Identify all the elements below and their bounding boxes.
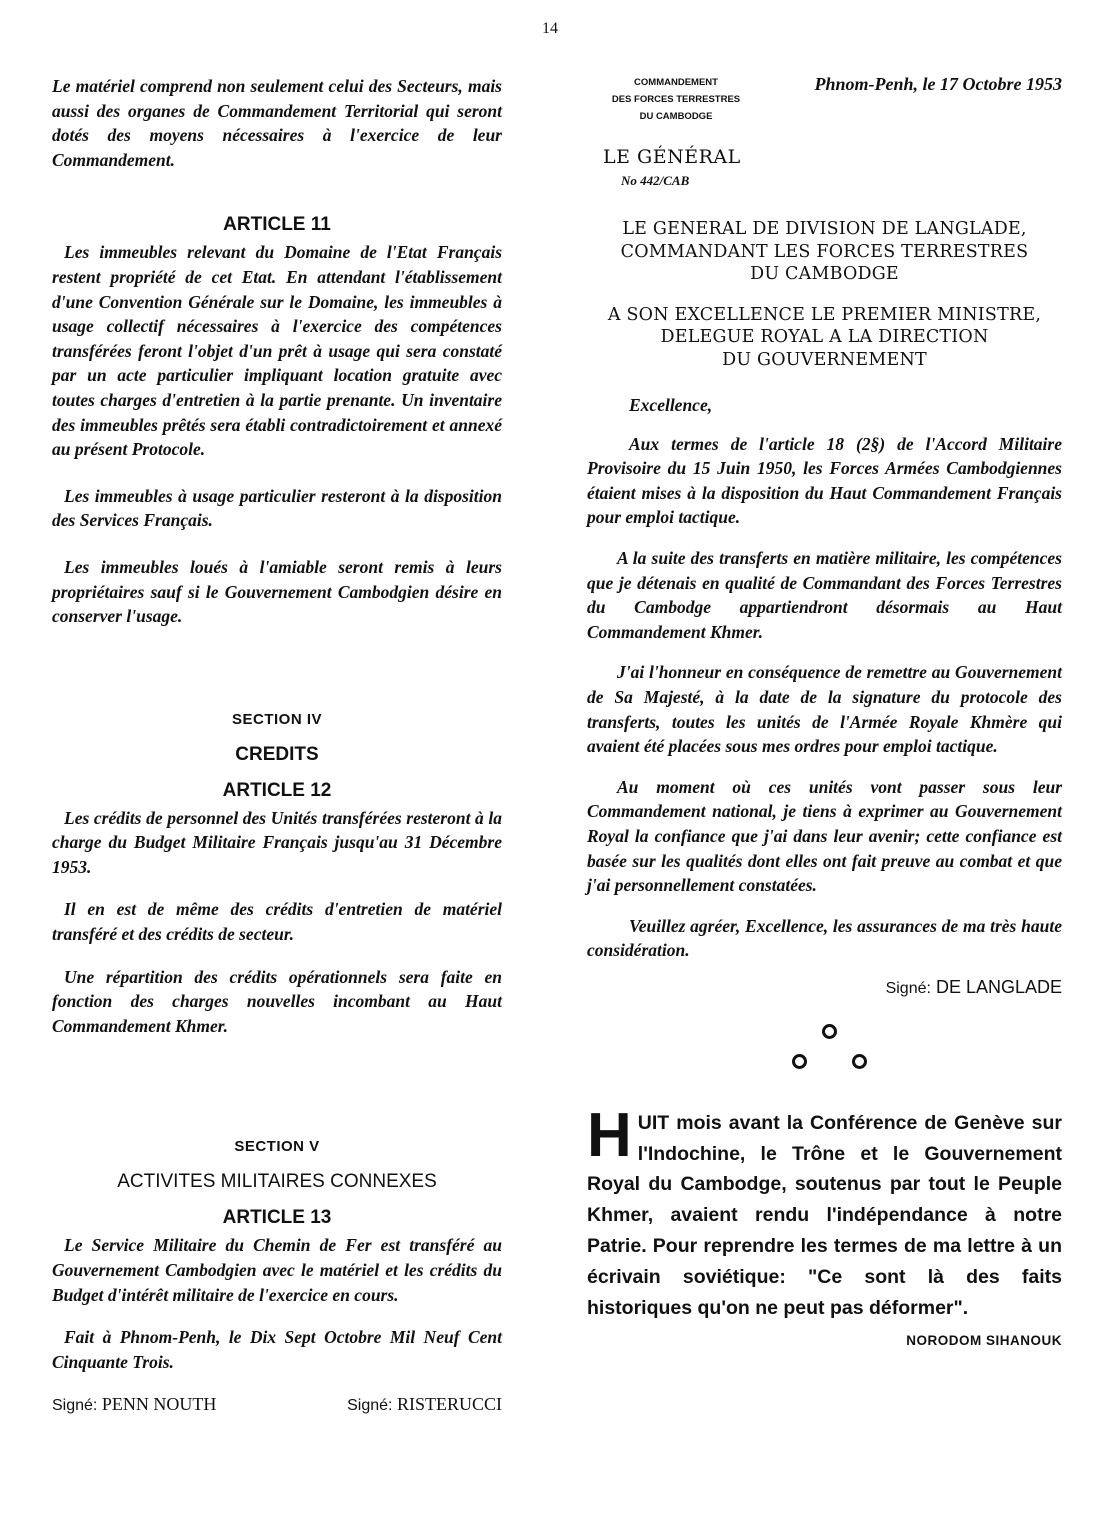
signature-name: DE LANGLADE bbox=[935, 976, 1062, 997]
signature-name: PENN NOUTH bbox=[101, 1394, 217, 1415]
article-11-paragraph-2: Les immeubles à usage particulier resteront à la disposition des Services Français. bbox=[52, 485, 502, 531]
sender-line: LE GENERAL DE DIVISION DE LANGLADE, bbox=[622, 219, 1027, 239]
left-column bbox=[52, 74, 502, 1415]
page-number: 14 bbox=[542, 20, 558, 37]
ornament-circles bbox=[587, 1024, 1062, 1082]
letterhead bbox=[587, 74, 1062, 194]
section-5-heading: SECTION V bbox=[234, 1138, 320, 1156]
drop-cap: H bbox=[587, 1100, 632, 1170]
salutation: Excellence, bbox=[629, 395, 713, 415]
letter-paragraph-5: Veuillez agréer, Excellence, les assurances de ma très haute considération. bbox=[587, 915, 1062, 961]
signature-label: Signé: bbox=[885, 979, 931, 997]
closing-statement bbox=[587, 1100, 1062, 1324]
signature-label: Signé: bbox=[347, 1397, 393, 1415]
article-11-paragraph-1: Les immeubles relevant du Domaine de l'Etat Français restent propriété de cet Etat. En attendant l'établissement d'une Convention Générale sur le Domaine, les immeubles à usage collectif nécessaires à l'exercice des compétences transférées feront l'objet d'un prêt à usage qui sera constaté par un acte particulier impliquant location gratuite avec toutes charges d'entretien à la partie prenante. Un inventaire des immeubles prêtés sera établi contradictoirement et annexé au présent Protocole. bbox=[52, 242, 502, 460]
closing-author: NORODOM SIHANOUK bbox=[906, 1333, 1062, 1349]
recipient-line: A SON EXCELLENCE LE PREMIER MINISTRE, bbox=[607, 304, 1042, 325]
article-12-heading: ARTICLE 12 bbox=[222, 779, 332, 801]
place-date: Phnom-Penh, le 17 Octobre 1953 bbox=[814, 74, 1062, 94]
org-line: DES FORCES TERRESTRES bbox=[611, 94, 741, 105]
paragraph-materiel: Le matériel comprend non seulement celui des Secteurs, mais aussi des organes de Commandement Territorial qui seront dotés des moyens nécessaires à l'exercice de leur Commandement. bbox=[52, 76, 502, 170]
letter-paragraph-3: J'ai l'honneur en conséquence de remettre au Gouvernement de Sa Majesté, à la date de la signature du protocole des transferts, toutes les unités de l'Armée Royale Khmère qui avaient été placées sous mes ordres pour emploi tactique. bbox=[587, 662, 1062, 757]
letterhead-general: LE GÉNÉRAL bbox=[603, 146, 741, 168]
signature-label: Signé: bbox=[52, 1397, 98, 1415]
recipient-line: DELEGUE ROYAL A LA DIRECTION bbox=[660, 327, 989, 347]
reference-number: No 442/CAB bbox=[621, 173, 690, 188]
recipient-block bbox=[587, 304, 1062, 372]
org-line: DU CAMBODGE bbox=[639, 111, 713, 122]
sender-line: DU CAMBODGE bbox=[750, 264, 899, 284]
letterhead-organization bbox=[601, 74, 751, 125]
circle-icon bbox=[852, 1054, 867, 1069]
circle-icon bbox=[792, 1054, 807, 1069]
sender-block bbox=[587, 218, 1062, 286]
org-line: COMMANDEMENT bbox=[634, 77, 718, 88]
article-12-paragraph-2: Il en est de même des crédits d'entretien de matériel transféré et des crédits de secteur. bbox=[52, 899, 502, 945]
sender-line: COMMANDANT LES FORCES TERRESTRES bbox=[620, 241, 1029, 262]
letter-paragraph-4: Au moment où ces unités vont passer sous leur Commandement national, je tiens à exprimer au Gouvernement Royal la confiance que j'ai dans leur avenir; cette confiance est basée sur les qualités dont elles ont fait preuve au combat et que j'ai personnellement constatées. bbox=[587, 776, 1062, 896]
signature-risterucci bbox=[347, 1394, 502, 1415]
letter-signature bbox=[587, 977, 1062, 998]
signatures-row bbox=[52, 1394, 502, 1415]
article-12-paragraph-3: Une répartition des crédits opérationnels sera faite en fonction des charges nouvelles incombant au Haut Commandement Khmer. bbox=[52, 966, 502, 1036]
letter-paragraph-2: A la suite des transferts en matière militaire, les compétences que je détenais en qualité de Commandant des Forces Terrestres du Cambodge appartiendront désormais au Haut Commandement Khmer. bbox=[587, 547, 1062, 642]
section-5-title: ACTIVITES MILITAIRES CONNEXES bbox=[117, 1171, 437, 1193]
article-13-heading: ARTICLE 13 bbox=[222, 1207, 332, 1229]
article-11-paragraph-3: Les immeubles loués à l'amiable seront remis à leurs propriétaires sauf si le Gouvernement Cambodgien désire en conserver l'usage. bbox=[52, 556, 502, 627]
section-4-title: CREDITS bbox=[235, 743, 319, 765]
letter-paragraph-1: Aux termes de l'article 18 (2§) de l'Accord Militaire Provisoire du 15 Juin 1950, les Forces Armées Cambodgiennes étaient mises à la disposition du Haut Commandement Français pour emploi tactique. bbox=[587, 433, 1062, 528]
section-4-heading: SECTION IV bbox=[231, 710, 322, 728]
article-12-paragraph-1: Les crédits de personnel des Unités transférées resteront à la charge du Budget Militaire Français jusqu'au 31 Décembre 1953. bbox=[52, 807, 502, 877]
signature-penn-nouth bbox=[52, 1394, 216, 1415]
recipient-line: DU GOUVERNEMENT bbox=[722, 349, 927, 370]
signature-name: RISTERUCCI bbox=[396, 1394, 502, 1415]
circle-icon bbox=[822, 1024, 837, 1039]
article-13-paragraph-2: Fait à Phnom-Penh, le Dix Sept Octobre Mil Neuf Cent Cinquante Trois. bbox=[52, 1327, 502, 1372]
closing-text: UIT mois avant la Conférence de Genève sur l'Indochine, le Trône et le Gouvernement Royal du Cambodge, soutenus par tout le Peuple Khmer, avaient rendu l'indépendance à notre Patrie. Pour reprendre les termes de ma lettre à un écrivain soviétique: "Ce sont là des faits historiques qu'on ne peut pas déformer". bbox=[587, 1111, 1062, 1319]
article-13-paragraph-1: Le Service Militaire du Chemin de Fer est transféré au Gouvernement Cambodgien avec le matériel et les crédits du Budget d'intérêt militaire de l'exercice en cours. bbox=[52, 1235, 502, 1305]
article-11-heading: ARTICLE 11 bbox=[223, 214, 331, 236]
right-column bbox=[587, 74, 1062, 1348]
